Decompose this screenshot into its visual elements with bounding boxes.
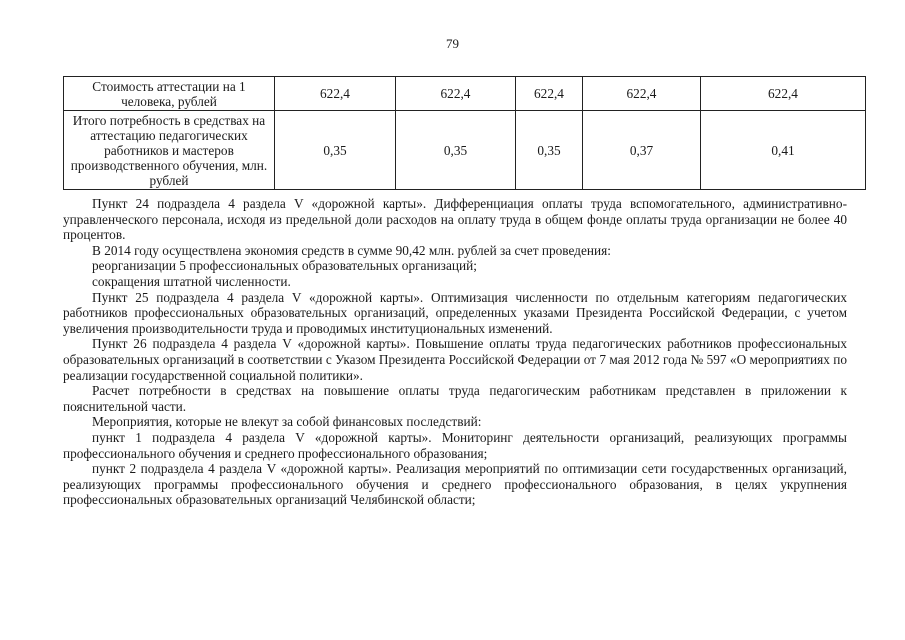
body-text <box>63 196 847 508</box>
paragraph: Пункт 26 подраздела 4 раздела V «дорожной карты». Повышение оплаты труда педагогических работников профессиональных образовательных организаций в соответствии с Указом Президента Российской Федерации от 7 мая 2012 года № 597 «О мероприятиях по реализации государственной социальной политики». <box>63 336 847 383</box>
table-cell: 0,35 <box>275 111 396 190</box>
table-cell: 0,41 <box>701 111 866 190</box>
paragraph: Расчет потребности в средствах на повышение оплаты труда педагогическим работникам представлен в приложении к пояснительной части. <box>63 383 847 414</box>
table-row <box>64 77 866 111</box>
table-cell: 622,4 <box>701 77 866 111</box>
table-cell: 0,35 <box>396 111 516 190</box>
paragraph: реорганизации 5 профессиональных образовательных организаций; <box>92 258 477 274</box>
paragraph: пункт 2 подраздела 4 раздела V «дорожной карты». Реализация мероприятий по оптимизации сети государственных организаций, реализующих программы профессионального обучения и среднего профессионального образования, в целях укрупнения профессиональных образовательных организаций Челябинской области; <box>63 461 847 508</box>
paragraph: Пункт 25 подраздела 4 раздела V «дорожной карты». Оптимизация численности по отдельным категориям педагогических работников профессиональных образовательных организаций, определенных указами Президента Российской Федерации, с учетом увеличения производительности труда и проводимых институциональных изменений. <box>63 289 847 336</box>
cost-table <box>63 76 866 190</box>
table-cell: 622,4 <box>516 77 583 111</box>
table-cell: 0,37 <box>583 111 701 190</box>
paragraph: сокращения штатной численности. <box>92 273 291 289</box>
row-label: Итого потребность в средствах на аттестацию педагогических работников и мастеров производственного обучения, млн. рублей <box>64 111 275 190</box>
table-cell: 622,4 <box>275 77 396 111</box>
table-cell: 622,4 <box>583 77 701 111</box>
row-label: Стоимость аттестации на 1 человека, рублей <box>64 77 275 111</box>
paragraph: Мероприятия, которые не влекут за собой финансовых последствий: <box>92 414 482 430</box>
table-cell: 622,4 <box>396 77 516 111</box>
paragraph: Пункт 24 подраздела 4 раздела V «дорожной карты». Дифференциация оплаты труда вспомогательного, административно-управленческого персонала, исходя из предельной доли расходов на оплату труда в общем фонде оплаты труда организации не более 40 процентов. <box>63 196 847 243</box>
table-cell: 0,35 <box>516 111 583 190</box>
page-number: 79 <box>446 36 459 51</box>
paragraph: пункт 1 подраздела 4 раздела V «дорожной карты». Мониторинг деятельности организаций, реализующих программы профессионального обучения и среднего профессионального образования; <box>63 429 847 461</box>
paragraph: В 2014 году осуществлена экономия средств в сумме 90,42 млн. рублей за счет проведения: <box>92 242 611 258</box>
table-row <box>64 111 866 190</box>
